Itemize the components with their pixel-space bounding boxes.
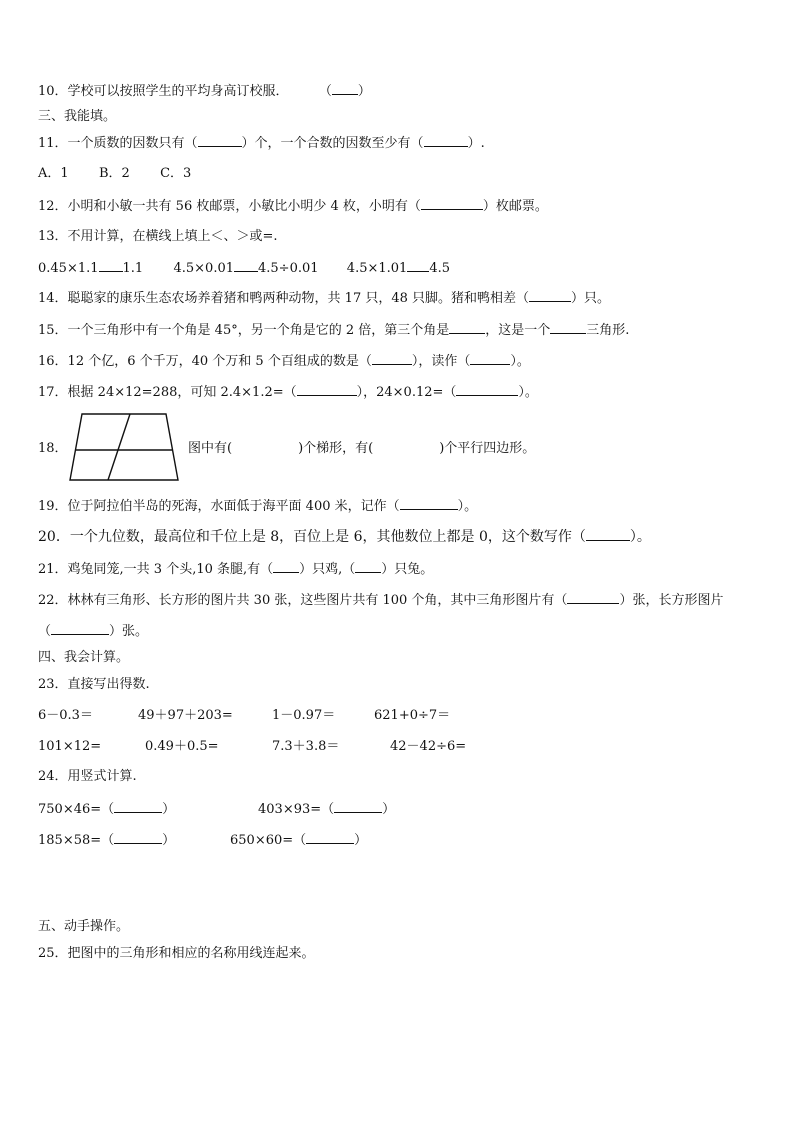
- question-16: 16．12 个亿，6 个千万，40 个万和 5 个百组成的数是（ ），读作（ ）。: [38, 354, 530, 369]
- slanted-divider: [108, 414, 130, 480]
- q24-item: 750×46=（ ）: [38, 802, 176, 817]
- q24-item: 650×60=（ ）: [230, 833, 368, 848]
- answer-blank[interactable]: [355, 560, 381, 573]
- answer-blank[interactable]: [334, 800, 382, 813]
- answer-blank[interactable]: [421, 197, 483, 210]
- answer-blank[interactable]: [567, 591, 619, 604]
- answer-blank[interactable]: [51, 622, 109, 635]
- answer-blank[interactable]: [114, 800, 162, 813]
- question-15: 15．一个三角形中有一个角是 45°，另一个角是它的 2 倍，第三个角是 ，这是一个 三角形.: [38, 323, 630, 338]
- question-10: 10．学校可以按照学生的平均身高订校服． （ ）: [38, 84, 371, 99]
- compare-blank[interactable]: [234, 259, 258, 272]
- answer-blank[interactable]: [297, 383, 357, 396]
- section-3-heading: 三、我能填。: [38, 109, 117, 124]
- q23-item: 49＋97＋203=: [138, 708, 233, 723]
- question-11: 11．一个质数的因数只有（ ）个，一个合数的因数至少有（ ）.: [38, 136, 485, 151]
- answer-blank[interactable]: [198, 134, 242, 147]
- answer-blank[interactable]: [400, 497, 458, 510]
- question-10-text: 10．学校可以按照学生的平均身高订校服．: [38, 84, 289, 99]
- answer-blank[interactable]: [449, 321, 485, 334]
- question-22-cont: （ ）张。: [38, 624, 149, 639]
- answer-blank[interactable]: [332, 82, 358, 95]
- q23-item: 0.49＋0.5=: [145, 739, 219, 754]
- trapezoid-figure: [68, 412, 180, 482]
- question-14: 14．聪聪家的康乐生态农场养着猪和鸭两种动物，共 17 只，48 只脚。猪和鸭相差（ ）只。: [38, 291, 611, 306]
- question-18-text: 图中有( )个梯形，有( )个平行四边形。: [188, 441, 536, 456]
- q23-item: 101×12=: [38, 739, 102, 754]
- question-22: 22．林林有三角形、长方形的图片共 30 张，这些图片共有 100 个角，其中三角形图片有（ ）张，长方形图片: [38, 593, 724, 608]
- answer-blank[interactable]: [456, 383, 518, 396]
- section-4-heading: 四、我会计算。: [38, 650, 130, 665]
- q24-item: 185×58=（ ）: [38, 833, 176, 848]
- answer-blank[interactable]: [306, 831, 354, 844]
- option-b: B．2: [98, 166, 130, 181]
- answer-blank[interactable]: [529, 289, 571, 302]
- question-24: 24．用竖式计算.: [38, 769, 137, 784]
- question-20: 20．一个九位数，最高位和千位上是 8，百位上是 6，其他数位上都是 0，这个数写作（ ）。: [38, 529, 651, 545]
- question-23: 23．直接写出得数.: [38, 677, 150, 692]
- answer-blank[interactable]: [586, 528, 630, 541]
- question-13-items: 0.45×1.1 1.1 4.5×0.01 4.5÷0.01 4.5×1.01 4.5: [38, 261, 450, 276]
- q23-item: 6－0.3＝: [38, 708, 93, 723]
- answer-blank[interactable]: [470, 352, 510, 365]
- question-21: 21．鸡兔同笼,一共 3 个头,10 条腿,有（ ）只鸡,（ ）只兔。: [38, 562, 434, 577]
- question-11-options: [38, 165, 191, 183]
- q23-item: 42－42÷6=: [390, 739, 467, 754]
- q23-item: 621+0÷7＝: [374, 708, 451, 723]
- compare-blank[interactable]: [407, 259, 429, 272]
- trapezoid-outline: [70, 414, 178, 480]
- question-25: 25．把图中的三角形和相应的名称用线连起来。: [38, 946, 315, 961]
- q23-item: 7.3＋3.8＝: [272, 739, 340, 754]
- question-19: 19．位于阿拉伯半岛的死海，水面低于海平面 400 米，记作（ ）。: [38, 499, 478, 514]
- option-a: A．1: [38, 166, 69, 181]
- answer-blank[interactable]: [114, 831, 162, 844]
- answer-blank[interactable]: [273, 560, 299, 573]
- question-18-number: 18．: [38, 441, 68, 456]
- q23-item: 1－0.97＝: [272, 708, 336, 723]
- compare-blank[interactable]: [99, 259, 123, 272]
- question-12: 12．小明和小敏一共有 56 枚邮票，小敏比小明少 4 枚，小明有（ ）枚邮票。: [38, 199, 548, 214]
- question-13: 13．不用计算，在横线上填上＜、＞或=.: [38, 229, 278, 244]
- answer-blank[interactable]: [372, 352, 412, 365]
- section-5-heading: 五、动手操作。: [38, 919, 130, 934]
- question-17: 17．根据 24×12=288，可知 2.4×1.2=（ ），24×0.12=（ ）。: [38, 385, 538, 400]
- option-c: C．3: [160, 166, 192, 181]
- answer-blank[interactable]: [550, 321, 586, 334]
- answer-blank[interactable]: [424, 134, 468, 147]
- q24-item: 403×93=（ ）: [258, 802, 396, 817]
